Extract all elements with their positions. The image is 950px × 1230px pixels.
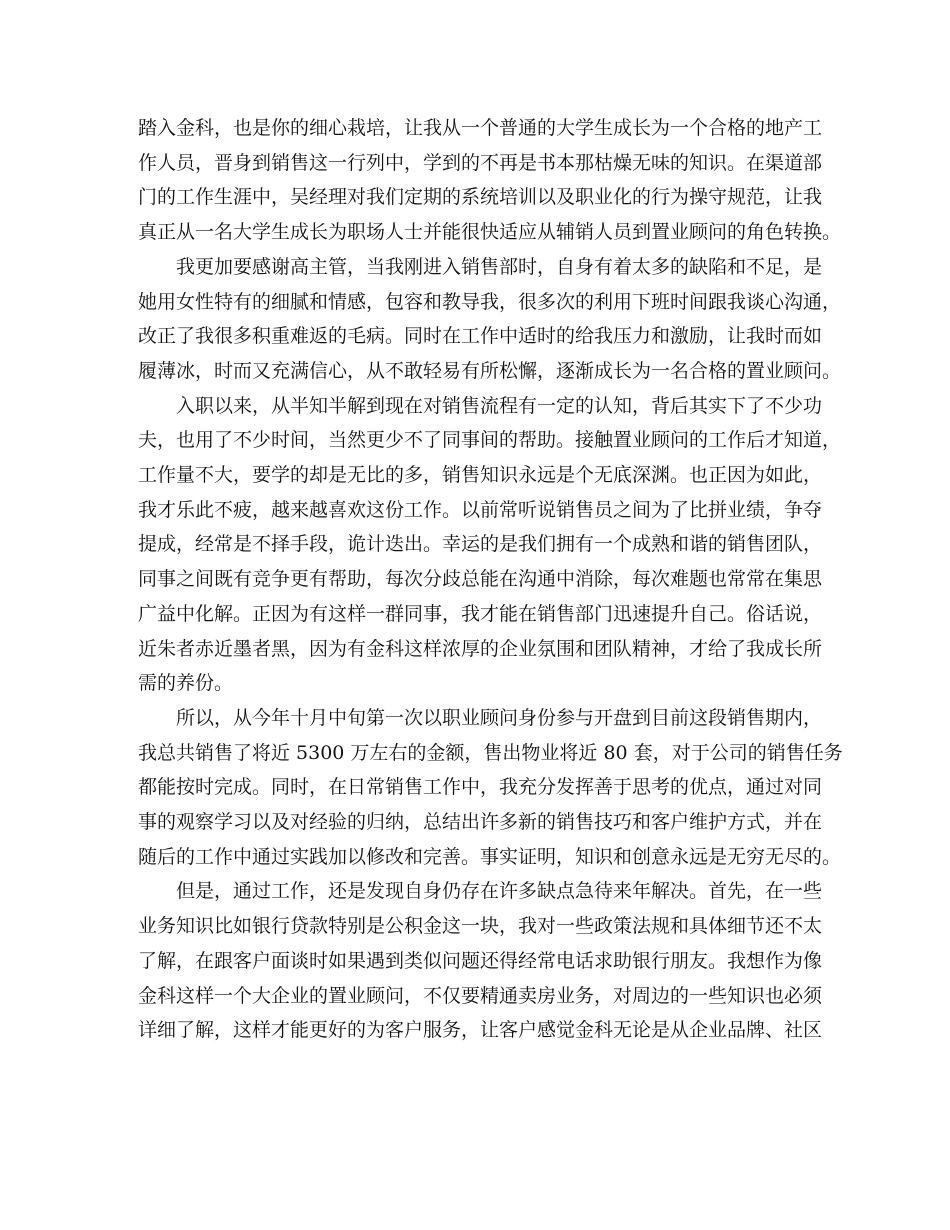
text-line: 履薄冰，时而又充满信心，从不敢轻易有所松懈，逐渐成长为一名合格的置业顾问。 (138, 359, 842, 382)
text-line: 了解，在跟客户面谈时如果遇到类似问题还得经常电话求助银行朋友。我想作为像 (138, 949, 823, 972)
text-line: 提成，经常是不择手段，诡计迭出。幸运的是我们拥有一个成熟和谐的销售团队， (138, 533, 823, 556)
text-line: 详细了解，这样才能更好的为客户服务，让客户感觉金科无论是从企业品牌、社区 (138, 1019, 823, 1042)
text-line: 改正了我很多积重难返的毛病。同时在工作中适时的给我压力和激励，让我时而如 (138, 325, 823, 348)
text-line: 门的工作生涯中，吴经理对我们定期的系统培训以及职业化的行为操守规范，让我 (138, 186, 823, 209)
text-line: 都能按时完成。同时，在日常销售工作中，我充分发挥善于思考的优点，通过对同 (138, 776, 823, 799)
paragraph-4 (138, 701, 843, 875)
text-line: 随后的工作中通过实践加以修改和完善。事实证明，知识和创意永远是无穷无尽的。 (138, 845, 842, 868)
text-line: 我更加要感谢高主管，当我刚进入销售部时，自身有着太多的缺陷和不足，是 (138, 255, 823, 278)
text-line: 需的养份。 (138, 672, 234, 695)
text-line: 作人员，晋身到销售这一行列中，学到的不再是书本那枯燥无味的知识。在渠道部 (138, 151, 823, 174)
paragraph-3 (138, 389, 842, 701)
text-line: 事的观察学习以及对经验的归纳，总结出许多新的销售技巧和客户维护方式，并在 (138, 811, 823, 834)
document-body (138, 111, 843, 1048)
text-line: 她用女性特有的细腻和情感，包容和教导我，很多次的利用下班时间跟我谈心沟通， (138, 290, 842, 313)
text-line: 夫，也用了不少时间，当然更少不了同事间的帮助。接触置业顾问的工作后才知道， (138, 429, 842, 452)
text-line: 工作量不大，要学的却是无比的多，销售知识永远是个无底深渊。也正因为如此， (138, 464, 823, 487)
paragraph-1 (138, 111, 842, 250)
text-line: 入职以来，从半知半解到现在对销售流程有一定的认知，背后其实下了不少功 (138, 394, 823, 417)
text-line: 近朱者赤近墨者黑，因为有金科这样浓厚的企业氛围和团队精神，才给了我成长所 (138, 637, 823, 660)
paragraph-2 (138, 250, 842, 389)
text-line: 广益中化解。正因为有这样一群同事，我才能在销售部门迅速提升自己。俗话说， (138, 602, 823, 625)
text-line: 业务知识比如银行贷款特别是公积金这一块，我对一些政策法规和具体细节还不太 (138, 915, 823, 938)
text-line: 我总共销售了将近 5300 万左右的金额，售出物业将近 80 套，对于公司的销售任务 (138, 741, 843, 764)
paragraph-5 (138, 874, 823, 1048)
text-line: 真正从一名大学生成长为职场人士并能很快适应从辅销人员到置业顾问的角色转换。 (138, 221, 842, 244)
text-line: 同事之间既有竞争更有帮助，每次分歧总能在沟通中消除，每次难题也常常在集思 (138, 568, 823, 591)
text-line: 但是，通过工作，还是发现自身仍存在许多缺点急待来年解决。首先，在一些 (138, 880, 823, 903)
text-line: 我才乐此不疲，越来越喜欢这份工作。以前常听说销售员之间为了比拼业绩，争夺 (138, 498, 823, 521)
text-line: 金科这样一个大企业的置业顾问，不仅要精通卖房业务，对周边的一些知识也必须 (138, 984, 823, 1007)
text-line: 踏入金科，也是你的细心栽培，让我从一个普通的大学生成长为一个合格的地产工 (138, 117, 823, 139)
text-line: 所以，从今年十月中旬第一次以职业顾问身份参与开盘到目前这段销售期内， (138, 706, 823, 729)
